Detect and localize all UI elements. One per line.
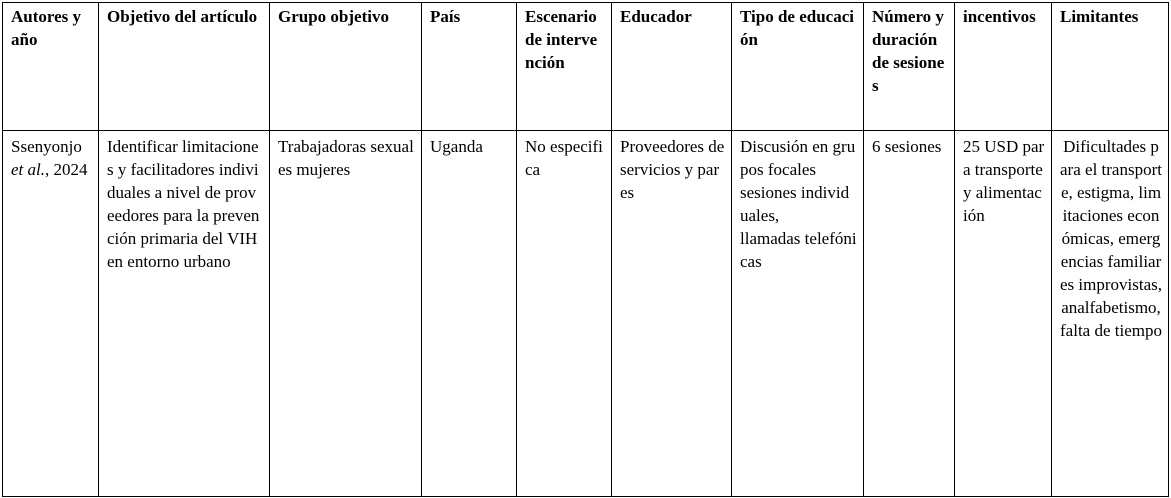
- cell-limitations: Dificultades para el transporte, estigma, limitaciones económicas, emergencias familiares improvistas, analfabetismo, falta de tiempo: [1052, 131, 1169, 497]
- table-row: [3, 131, 1169, 497]
- cell-setting: No especifica: [517, 131, 612, 497]
- cell-incentives: 25 USD para transporte y alimentación: [955, 131, 1052, 497]
- header-incentives: incentivos: [955, 3, 1052, 131]
- header-authors-year: Autores y año: [3, 3, 99, 131]
- article-summary-table: [2, 2, 1169, 497]
- header-row: [3, 3, 1169, 131]
- education-type-line: sesiones individuales,: [740, 183, 850, 225]
- author-name: Ssenyonjo: [11, 137, 82, 156]
- cell-objective: Identificar limitaciones y facilitadores individuales a nivel de proveedores para la prevención primaria del VIH en entorno urbano: [99, 131, 270, 497]
- header-setting: Escenario de intervención: [517, 3, 612, 131]
- cell-sessions: 6 sesiones: [864, 131, 955, 497]
- cell-authors-year: [3, 131, 99, 497]
- header-objective: Objetivo del artículo: [99, 3, 270, 131]
- header-country: País: [422, 3, 517, 131]
- author-etal: et al.: [11, 160, 45, 179]
- author-year: , 2024: [45, 160, 88, 179]
- header-limitations: Limitantes: [1052, 3, 1169, 131]
- cell-country: Uganda: [422, 131, 517, 497]
- cell-education-type: [732, 131, 864, 497]
- education-type-line: Discusión en grupos focales: [740, 137, 856, 179]
- header-educator: Educador: [612, 3, 732, 131]
- education-type-line: llamadas telefónicas: [740, 229, 857, 271]
- header-sessions: Número y duración de sesiones: [864, 3, 955, 131]
- cell-educator: Proveedores de servicios y pares: [612, 131, 732, 497]
- header-education-type: Tipo de educación: [732, 3, 864, 131]
- cell-target-group: Trabajadoras sexuales mujeres: [270, 131, 422, 497]
- header-target-group: Grupo objetivo: [270, 3, 422, 131]
